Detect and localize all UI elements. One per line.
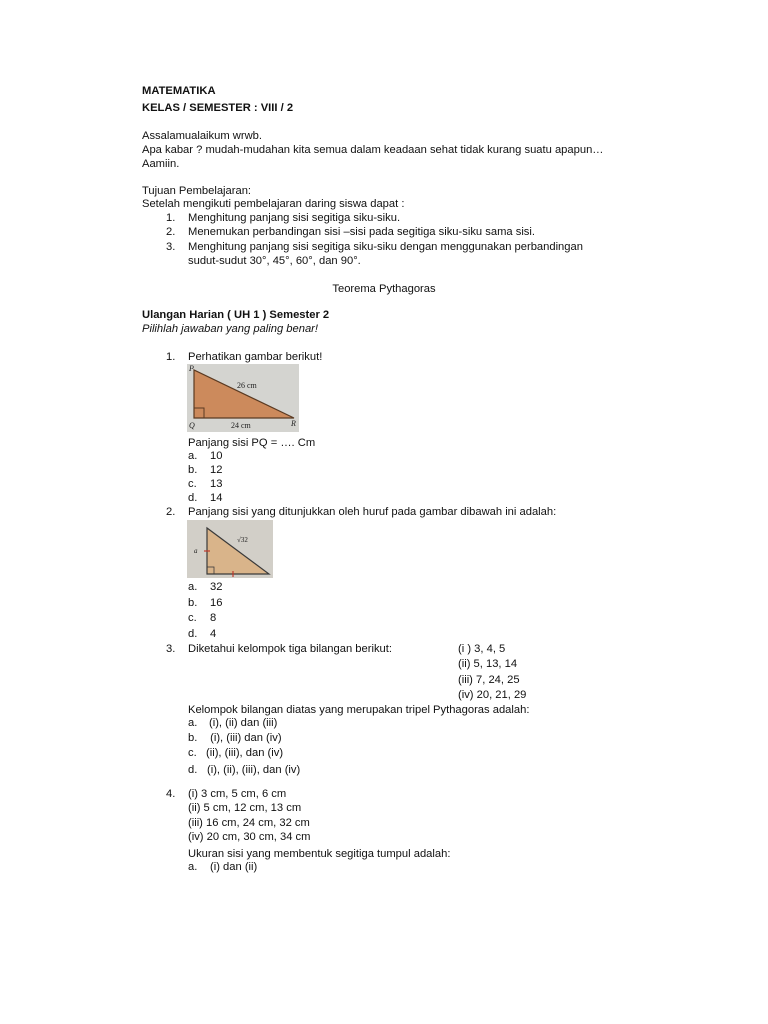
objective-text-continued: sudut-sudut 30°, 45°, 60°, dan 90°. bbox=[188, 255, 361, 267]
measure-item: (ii) 5 cm, 12 cm, 13 cm bbox=[188, 802, 302, 814]
exam-instruction: Pilihlah jawaban yang paling benar! bbox=[142, 323, 319, 335]
option-letter: d. bbox=[188, 628, 198, 640]
question-text: Kelompok bilangan diatas yang merupakan tripel Pythagoras adalah: bbox=[188, 704, 530, 716]
option-letter: d. bbox=[188, 492, 198, 504]
option-text: (i), (iii) dan (iv) bbox=[207, 732, 282, 744]
subject-title: MATEMATIKA bbox=[142, 85, 216, 97]
number-group: (i ) 3, 4, 5 bbox=[458, 643, 506, 655]
greeting-salam: Assalamualaikum wrwb. bbox=[142, 130, 262, 142]
question-number: 2. bbox=[166, 506, 176, 518]
measure-item: (iv) 20 cm, 30 cm, 34 cm bbox=[188, 831, 311, 843]
objective-text: Menemukan perbandingan sisi –sisi pada segitiga siku-siku sama sisi. bbox=[188, 226, 535, 238]
option-text: (i), (ii) dan (iii) bbox=[209, 717, 278, 729]
class-semester: KELAS / SEMESTER : VIII / 2 bbox=[142, 102, 294, 114]
option-letter: a. bbox=[188, 861, 198, 873]
objectives-heading: Tujuan Pembelajaran: bbox=[142, 185, 252, 197]
label-r: R bbox=[291, 419, 296, 428]
triangle-figure-2 bbox=[187, 520, 273, 578]
topic-title: Teorema Pythagoras bbox=[332, 283, 436, 295]
option-letter: d. bbox=[188, 764, 198, 776]
measure-item: (iii) 16 cm, 24 cm, 32 cm bbox=[188, 817, 310, 829]
triangle-figure-1 bbox=[187, 364, 299, 432]
option-letter: b. bbox=[188, 732, 198, 744]
option-text: 8 bbox=[210, 612, 217, 624]
option-letter: b. bbox=[188, 464, 198, 476]
objective-text: Menghitung panjang sisi segitiga siku-siku dengan menggunakan perbandingan bbox=[188, 241, 583, 253]
measure-item: (i) 3 cm, 5 cm, 6 cm bbox=[188, 788, 287, 800]
option-letter: c. bbox=[188, 612, 197, 624]
question-number: 4. bbox=[166, 788, 176, 800]
label-p: P bbox=[189, 364, 194, 373]
option-letter: a. bbox=[188, 581, 198, 593]
label-a: a bbox=[194, 547, 198, 555]
question-prompt: Perhatikan gambar berikut! bbox=[188, 351, 323, 363]
greeting-line-2: Aamiin. bbox=[142, 158, 180, 170]
option-letter: c. bbox=[188, 747, 197, 759]
option-text: 12 bbox=[210, 464, 223, 476]
objective-number: 1. bbox=[166, 212, 176, 224]
number-group: (iv) 20, 21, 29 bbox=[458, 689, 527, 701]
hypotenuse-label: 26 cm bbox=[237, 381, 257, 390]
base-label: 24 cm bbox=[231, 421, 251, 430]
objective-text: Menghitung panjang sisi segitiga siku-siku. bbox=[188, 212, 401, 224]
objective-number: 2. bbox=[166, 226, 176, 238]
option-letter: a. bbox=[188, 450, 198, 462]
number-group: (iii) 7, 24, 25 bbox=[458, 674, 520, 686]
hypotenuse-label: √32 bbox=[237, 536, 248, 544]
option-text: 13 bbox=[210, 478, 223, 490]
option-text: (ii), (iii), dan (iv) bbox=[206, 747, 284, 759]
option-letter: a. bbox=[188, 717, 198, 729]
objectives-intro: Setelah mengikuti pembelajaran daring siswa dapat : bbox=[142, 198, 405, 210]
question-number: 3. bbox=[166, 643, 176, 655]
option-letter: c. bbox=[188, 478, 197, 490]
exam-title: Ulangan Harian ( UH 1 ) Semester 2 bbox=[142, 309, 330, 321]
option-text: (i) dan (ii) bbox=[210, 861, 258, 873]
option-text: 14 bbox=[210, 492, 223, 504]
option-text: 32 bbox=[210, 581, 223, 593]
number-group: (ii) 5, 13, 14 bbox=[458, 658, 518, 670]
option-text: 10 bbox=[210, 450, 223, 462]
question-text: Panjang sisi PQ = …. Cm bbox=[188, 437, 316, 449]
question-prompt: Panjang sisi yang ditunjukkan oleh huruf pada gambar dibawah ini adalah: bbox=[188, 506, 557, 518]
option-text: (i), (ii), (iii), dan (iv) bbox=[207, 764, 301, 776]
objective-number: 3. bbox=[166, 241, 176, 253]
greeting-line-1: Apa kabar ? mudah-mudahan kita semua dalam keadaan sehat tidak kurang suatu apapun… bbox=[142, 144, 604, 156]
option-letter: b. bbox=[188, 597, 198, 609]
question-text: Ukuran sisi yang membentuk segitiga tumpul adalah: bbox=[188, 848, 451, 860]
label-q: Q bbox=[189, 421, 195, 430]
option-text: 16 bbox=[210, 597, 223, 609]
option-text: 4 bbox=[210, 628, 217, 640]
question-number: 1. bbox=[166, 351, 176, 363]
question-prompt: Diketahui kelompok tiga bilangan berikut: bbox=[188, 643, 392, 655]
